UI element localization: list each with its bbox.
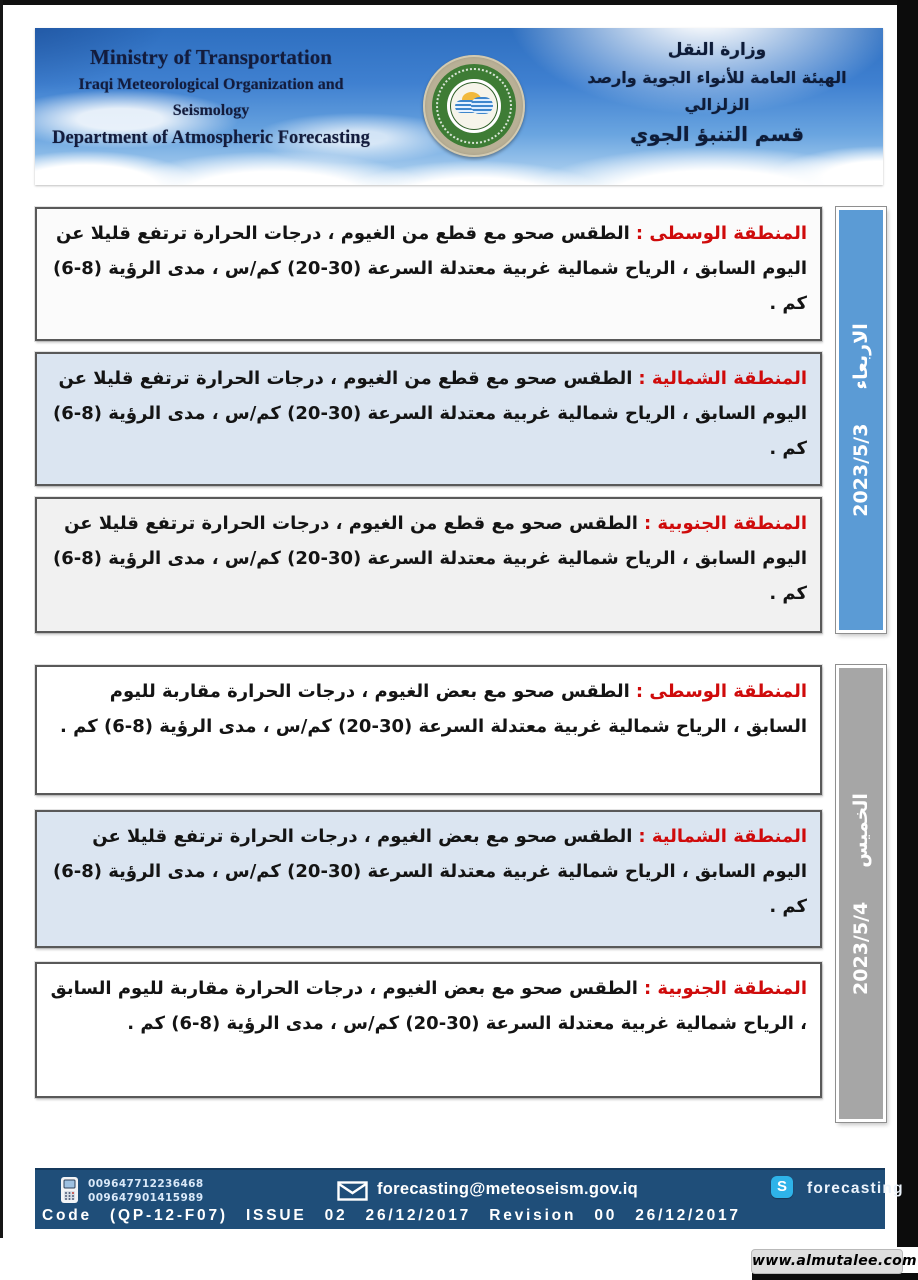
day-bar-thursday xyxy=(836,665,886,1122)
document-code-line: Code (QP-12-F07) ISSUE 02 26/12/2017 Revision 00 26/12/2017 xyxy=(42,1207,741,1224)
region-name: المنطقة الشمالية : xyxy=(638,826,807,847)
forecast-text: الطقس صحو مع بعض الغيوم ، درجات الحرارة مقاربة لليوم السابق ، الرياح شمالية غربية معتدلة السرعة (30-20) كم/س ، مدى الرؤية (8-6) كم . xyxy=(60,681,807,738)
cloud-icon xyxy=(471,97,493,114)
forecast-box-thursday-north xyxy=(35,810,822,948)
phone-number-2: 009647901415989 xyxy=(88,1192,204,1205)
organization-name-ar: الهيئة العامة للأنواء الجوية وارصد الزلزالي xyxy=(587,68,847,114)
phone-numbers xyxy=(88,1177,204,1205)
phone-number-1: 009647712236468 xyxy=(88,1178,204,1190)
region-name: المنطقة الجنوبية : xyxy=(643,513,807,534)
department-name-en: Department of Atmospheric Forecasting xyxy=(52,128,370,148)
ministry-name-en: Ministry of Transportation xyxy=(90,45,332,69)
email-icon xyxy=(337,1181,368,1205)
forecast-box-wednesday-north xyxy=(35,352,822,486)
day-date: 2023/5/4 xyxy=(850,901,872,995)
day-name: الاربعاء xyxy=(850,323,872,390)
page-edge-right xyxy=(897,0,918,1247)
forecast-text: الطقس صحو مع قطع من الغيوم ، درجات الحرارة ترتفع قليلا عن اليوم السابق ، الرياح شمالية غربية معتدلة السرعة (30-20) كم/س ، مدى الرؤية (8-6) كم . xyxy=(52,513,807,605)
day-bar-wednesday xyxy=(836,207,886,633)
phone-icon xyxy=(60,1176,79,1208)
forecast-text: الطقس صحو مع بعض الغيوم ، درجات الحرارة ترتفع قليلا عن اليوم السابق ، الرياح شمالية غربية معتدلة السرعة (30-20) كم/س ، مدى الرؤية (8-6) كم . xyxy=(52,826,807,918)
ministry-name-ar: وزارة النقل xyxy=(667,40,767,60)
day-bar-label xyxy=(850,793,872,995)
page-edge-top xyxy=(0,0,918,5)
region-name: المنطقة الوسطى : xyxy=(635,223,807,244)
email-address: forecasting@meteoseism.gov.iq xyxy=(377,1180,639,1198)
skype-username: forecasting xyxy=(807,1180,904,1197)
skype-icon-letter: S xyxy=(776,1178,787,1195)
day-bar-label xyxy=(850,323,872,517)
forecast-text: الطقس صحو مع قطع من الغيوم ، درجات الحرارة ترتفع قليلا عن اليوم السابق ، الرياح شمالية غربية معتدلة السرعة (30-20) كم/س ، مدى الرؤية (8-6) كم . xyxy=(52,223,807,315)
day-date: 2023/5/3 xyxy=(850,423,872,517)
region-name: المنطقة الجنوبية : xyxy=(643,978,807,999)
page-edge-bottom xyxy=(752,1273,918,1280)
region-name: المنطقة الوسطى : xyxy=(635,681,807,702)
forecast-text: الطقس صحو مع بعض الغيوم ، درجات الحرارة مقاربة لليوم السابق ، الرياح شمالية غربية معتدلة السرعة (30-20) كم/س ، مدى الرؤية (8-6) كم . xyxy=(50,978,807,1035)
forecast-box-wednesday-south xyxy=(35,497,822,633)
page-edge-left xyxy=(0,0,3,1238)
organization-name-en: Iraqi Meteorological Organization and Seismology xyxy=(78,76,344,119)
organization-seal-logo xyxy=(423,55,525,157)
forecast-box-thursday-south xyxy=(35,962,822,1098)
region-name: المنطقة الشمالية : xyxy=(638,368,807,389)
seal-center xyxy=(447,79,501,133)
skype-icon xyxy=(771,1176,793,1198)
letterhead-banner xyxy=(35,28,883,185)
forecast-box-thursday-central xyxy=(35,665,822,795)
day-name: الخميس xyxy=(850,792,872,868)
department-name-ar: قسم التنبؤ الجوي xyxy=(629,122,805,146)
forecast-text: الطقس صحو مع قطع من الغيوم ، درجات الحرارة ترتفع قليلا عن اليوم السابق ، الرياح شمالية غربية معتدلة السرعة (30-20) كم/س ، مدى الرؤية (8-6) كم . xyxy=(52,368,807,460)
ministry-title-english xyxy=(43,42,379,152)
forecast-box-wednesday-central xyxy=(35,207,822,341)
ministry-title-arabic xyxy=(567,36,867,150)
watermark-website: www.almutalee.com xyxy=(751,1249,903,1274)
footer-contact-strip xyxy=(35,1168,904,1229)
